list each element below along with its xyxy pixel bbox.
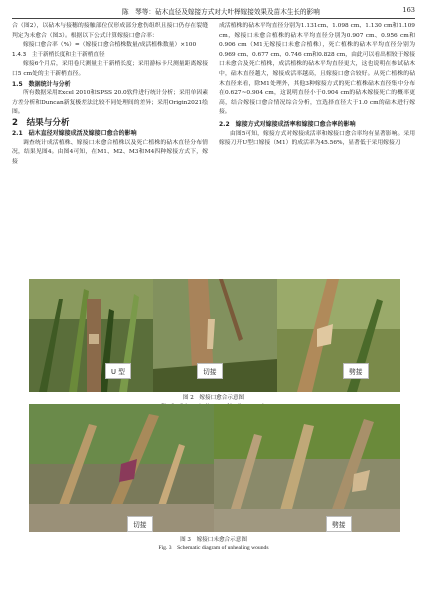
figure-2 [29,279,400,392]
figure-3 [29,404,400,532]
label-cut-graft: 切接 [197,363,223,379]
photo-cut-graft [153,279,277,392]
label-u-graft: U 型 [105,363,131,379]
caption-cn: 图 2 嫁接口愈合示意图 [182,395,245,401]
photo-unhealed-cut [29,404,214,532]
label-cut-graft: 切接 [127,516,153,532]
running-header [12,4,415,19]
left-column [12,22,208,167]
label-cleft-graft: 劈接 [343,363,369,379]
subsection-heading: 1.4.3 主干新梢长度和主干新梢直径 [12,51,105,58]
paragraph: 所有数据采用Excel 2010和SPSS 20.0软件进行统计分析；采用单因素方差分析和Duncan新复极差法比较不同处理间的差异；采用Origin2021绘图。 [12,90,208,116]
section-heading: 2.2 嫁接方式对嫁接成活率和嫁接口愈合率的影响 [219,120,356,128]
paragraph: 成活植株的砧木平均直径分别为1.131cm、1.098 cm、1.130 cm和1.109 cm，嫁接口未愈合植株的砧木平均直径分别为0.907 cm、0.956 cm和0.906 cm（M1无嫁接口未愈合植株），死亡植株的砧木平均直径分别为0.969 cm、0.677 cm、0.746 cm和0.828 cm，由此可以看出相较于嫁接口未愈合及死亡植株，成活植株的砧木平均直径更大，这也说明在参试砧木中，砧木直径越大，嫁接成活率越高，且嫁接口愈合较好。从死亡植株的砧木直径来看，除M1处理外，其他3种嫁接方式的死亡植株砧木直径集中分布在0.627~0.904 cm，这说明直径小于0.904 cm的砧木嫁接死亡的概率更高，结合嫁接口愈合情况综合分析，宜选择直径大于1.0 cm的砧木进行嫁接。 [219,23,415,116]
section-heading: 1.5 数据统计与分析 [12,80,71,88]
paragraph: 调查统计成活植株、嫁接口未愈合植株以及死亡植株的砧木直径分布情况，结果见图4。由图4可知，在M1、M2、M3和M4四种嫁接方式下，嫁接 [12,139,208,165]
section-heading: 2.1 砧木直径对嫁接成活及嫁接口愈合的影响 [12,129,137,137]
photo-unhealed-cleft [214,404,400,532]
chapter-heading: 2 结果与分析 [12,117,70,128]
photo-u-graft [29,279,153,392]
figure-3-caption [0,536,427,552]
paragraph: 合（图2），以砧木与接穗的接触部位仅形成部分愈伤组织且接口仍存在裂缝判定为未愈合（图3）。根据以下公式计算嫁接口愈合率： [12,23,208,39]
right-column [219,22,415,149]
formula: 嫁接口愈合率（%）=（嫁接口愈合植株数量/成活植株数量）×100 [23,42,197,49]
page-number: 163 [402,6,415,14]
paragraph: 由图5可知，嫁接方式对嫁接成活率和嫁接口愈合率均有显著影响。采用嫁接刀开U型口嫁接（M1）的成活率为45.56%，显著低于采用嫁接刀 [219,130,415,147]
caption-cn: 图 3 嫁接口未愈合示意图 [180,537,247,543]
paragraph: 嫁接6个月后，采用卷尺测量主干新梢长度；采用游标卡尺测量距离嫁接口5 cm处的主干新梢直径。 [12,61,208,77]
header-title: 陈 琴等：砧木直径及嫁接方式对大叶榉嫁接效果及苗木生长的影响 [122,8,320,16]
photo-cleft-graft [277,279,400,392]
label-cleft-graft: 劈接 [326,516,352,532]
caption-en: Fig. 3 Schematic diagram of unhealing wounds [158,545,269,551]
